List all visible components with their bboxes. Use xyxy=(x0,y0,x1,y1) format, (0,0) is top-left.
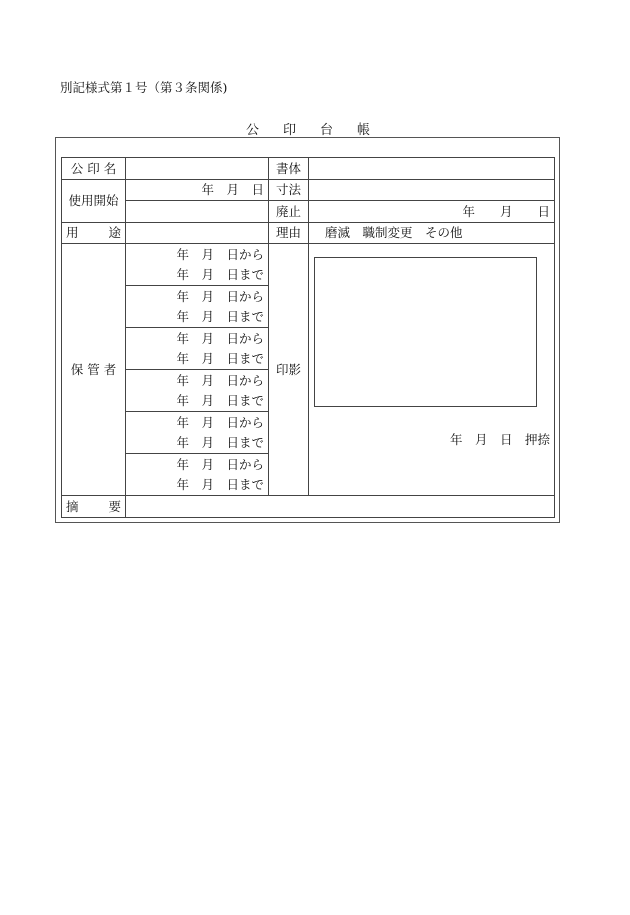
row-summary xyxy=(62,496,555,518)
period-to[interactable]: 年 月 日まで xyxy=(126,307,269,328)
period-from[interactable]: 年 月 日から xyxy=(126,244,269,265)
seal-name-field[interactable] xyxy=(126,158,269,180)
seal-impression-box[interactable] xyxy=(314,257,537,407)
purpose-field[interactable] xyxy=(126,222,269,244)
font-label: 書体 xyxy=(269,158,309,180)
abolish-label: 廃止 xyxy=(269,201,309,223)
custodian-label: 保 管 者 xyxy=(62,244,126,496)
reason-options[interactable]: 磨滅 職制変更 その他 xyxy=(309,222,555,244)
size-label: 寸法 xyxy=(269,179,309,201)
start-label: 使用開始 xyxy=(62,179,126,222)
period-to[interactable]: 年 月 日まで xyxy=(126,433,269,454)
seal-date-label: 年 月 日 押捺 xyxy=(449,432,550,447)
form-number: 別記様式第１号（第３条関係) xyxy=(60,80,228,95)
reason-label: 理由 xyxy=(269,222,309,244)
impression-label: 印影 xyxy=(269,244,309,496)
row-start xyxy=(62,179,555,201)
row-abolish xyxy=(62,201,555,223)
page-title: 公印台帳 xyxy=(245,123,394,138)
purpose-label: 用 途 xyxy=(62,222,126,244)
period-to[interactable]: 年 月 日まで xyxy=(126,265,269,286)
size-field[interactable] xyxy=(309,179,555,201)
period-from[interactable]: 年 月 日から xyxy=(126,412,269,433)
summary-label: 摘 要 xyxy=(62,496,126,518)
summary-field[interactable] xyxy=(126,496,555,518)
start-extra-field[interactable] xyxy=(126,201,269,223)
seal-name-label: 公 印 名 xyxy=(62,158,126,180)
period-from[interactable]: 年 月 日から xyxy=(126,454,269,475)
row-purpose xyxy=(62,222,555,244)
row-seal-name xyxy=(62,158,555,180)
font-field[interactable] xyxy=(309,158,555,180)
period-to[interactable]: 年 月 日まで xyxy=(126,475,269,496)
abolish-date-field[interactable]: 年 月 日 xyxy=(309,201,555,223)
period-from[interactable]: 年 月 日から xyxy=(126,328,269,349)
period-from[interactable]: 年 月 日から xyxy=(126,286,269,307)
period-to[interactable]: 年 月 日まで xyxy=(126,391,269,412)
period-to[interactable]: 年 月 日まで xyxy=(126,349,269,370)
start-date-field[interactable]: 年 月 日 xyxy=(126,179,269,201)
period-from[interactable]: 年 月 日から xyxy=(126,370,269,391)
